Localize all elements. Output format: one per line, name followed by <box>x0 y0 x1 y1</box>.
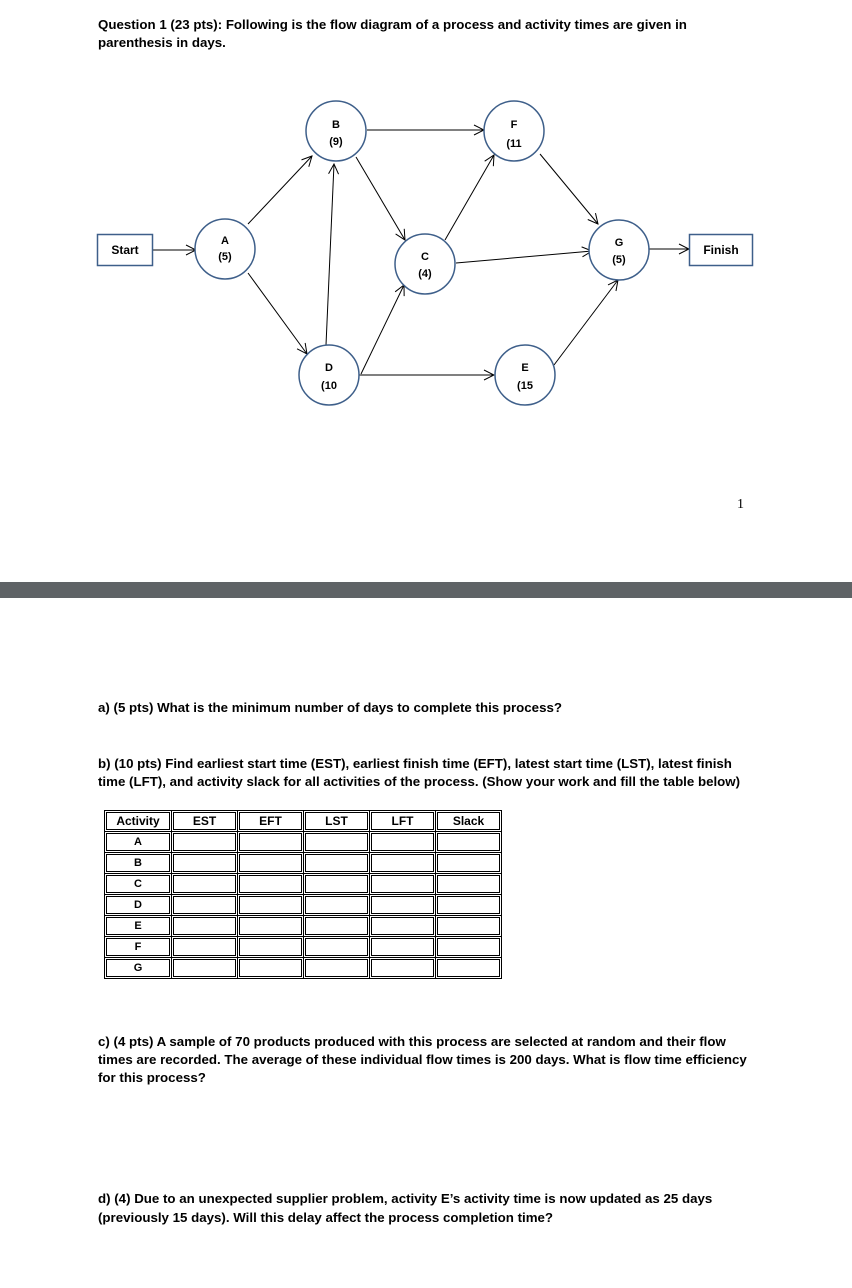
page-number: 1 <box>737 497 744 512</box>
table-row <box>105 958 502 979</box>
lst-cell[interactable] <box>304 853 370 874</box>
start-box <box>98 235 153 266</box>
slack-cell[interactable] <box>436 895 502 916</box>
node-a-name: A <box>221 235 229 247</box>
activity-table <box>104 810 502 979</box>
node-d-name: D <box>325 362 333 374</box>
table-row <box>105 832 502 853</box>
eft-cell[interactable] <box>238 853 304 874</box>
part-d-line-2: (previously 15 days). Will this delay affect the process completion time? <box>98 1210 554 1225</box>
part-b-line-1: b) (10 pts) Find earliest start time (EST), earliest finish time (EFT), latest start time (LST), latest finish <box>98 756 732 771</box>
question-title-line-1: Question 1 (23 pts): Following is the flow diagram of a process and activity times are given in <box>98 17 687 32</box>
lft-cell[interactable] <box>370 916 436 937</box>
node-c <box>395 234 455 294</box>
lst-cell[interactable] <box>304 958 370 979</box>
finish-label: Finish <box>703 243 739 257</box>
node-b-name: B <box>332 119 340 131</box>
node-c-name: C <box>421 251 429 263</box>
lft-cell[interactable] <box>370 832 436 853</box>
eft-cell[interactable] <box>238 958 304 979</box>
slack-cell[interactable] <box>436 874 502 895</box>
activity-cell: F <box>105 937 172 958</box>
node-e <box>495 345 555 405</box>
edge-f-g <box>540 154 598 224</box>
activity-cell: D <box>105 895 172 916</box>
node-f-name: F <box>510 119 518 131</box>
slack-cell[interactable] <box>436 937 502 958</box>
edge-c-g <box>456 251 592 263</box>
part-d-line-1: d) (4) Due to an unexpected supplier problem, activity E’s activity time is now updated as 25 days <box>98 1191 713 1206</box>
est-cell[interactable] <box>172 832 238 853</box>
edge-d-b <box>326 164 334 345</box>
lft-cell[interactable] <box>370 937 436 958</box>
table-row <box>105 874 502 895</box>
eft-cell[interactable] <box>238 937 304 958</box>
node-a <box>195 219 255 279</box>
lft-cell[interactable] <box>370 853 436 874</box>
est-cell[interactable] <box>172 916 238 937</box>
document-page-2 <box>0 598 852 1288</box>
flow-diagram <box>0 0 852 582</box>
header-lst: LST <box>304 811 370 832</box>
header-est: EST <box>172 811 238 832</box>
eft-cell[interactable] <box>238 895 304 916</box>
slack-cell[interactable] <box>436 853 502 874</box>
lst-cell[interactable] <box>304 874 370 895</box>
node-f <box>484 101 544 161</box>
est-cell[interactable] <box>172 874 238 895</box>
activity-cell: C <box>105 874 172 895</box>
node-g <box>589 220 649 280</box>
edge-c-f <box>445 155 494 240</box>
table-row <box>105 895 502 916</box>
eft-cell[interactable] <box>238 916 304 937</box>
lft-cell[interactable] <box>370 874 436 895</box>
est-cell[interactable] <box>172 937 238 958</box>
edge-e-g <box>554 280 618 365</box>
activity-cell: A <box>105 832 172 853</box>
part-c-line-2: times are recorded. The average of these individual flow times is 200 days. What is flow time efficiency <box>98 1052 747 1067</box>
finish-box <box>690 235 753 266</box>
slack-cell[interactable] <box>436 832 502 853</box>
lst-cell[interactable] <box>304 895 370 916</box>
activity-cell: E <box>105 916 172 937</box>
node-g-name: G <box>614 237 624 249</box>
node-e-time: (15 <box>517 380 533 392</box>
table-header-row <box>105 811 502 832</box>
header-slack: Slack <box>436 811 502 832</box>
part-c-line-3: for this process? <box>98 1070 206 1085</box>
lft-cell[interactable] <box>370 895 436 916</box>
lst-cell[interactable] <box>304 916 370 937</box>
table-row <box>105 937 502 958</box>
edge-a-b <box>248 156 312 224</box>
part-c-line-1: c) (4 pts) A sample of 70 products produced with this process are selected at random and their flow <box>98 1034 726 1049</box>
part-a-question: a) (5 pts) What is the minimum number of days to complete this process? <box>98 700 562 715</box>
node-g-time: (5) <box>612 254 626 266</box>
eft-cell[interactable] <box>238 874 304 895</box>
edge-a-d <box>248 273 307 354</box>
activity-cell: G <box>105 958 172 979</box>
node-a-time: (5) <box>218 251 232 263</box>
edge-d-c <box>361 285 404 374</box>
lft-cell[interactable] <box>370 958 436 979</box>
header-eft: EFT <box>238 811 304 832</box>
edge-b-c <box>356 157 405 240</box>
activity-cell: B <box>105 853 172 874</box>
node-b <box>306 101 366 161</box>
part-b-line-2: time (LFT), and activity slack for all activities of the process. (Show your work and fill the table below) <box>98 774 741 789</box>
table-row <box>105 916 502 937</box>
node-b-time: (9) <box>329 136 343 148</box>
est-cell[interactable] <box>172 853 238 874</box>
node-e-name: E <box>521 362 529 374</box>
slack-cell[interactable] <box>436 916 502 937</box>
est-cell[interactable] <box>172 958 238 979</box>
question-title-line-2: parenthesis in days. <box>98 35 226 50</box>
start-label: Start <box>111 243 139 257</box>
node-f-time: (11 <box>506 138 522 150</box>
node-d-time: (10 <box>321 380 337 392</box>
slack-cell[interactable] <box>436 958 502 979</box>
lst-cell[interactable] <box>304 832 370 853</box>
header-activity: Activity <box>105 811 172 832</box>
header-lft: LFT <box>370 811 436 832</box>
node-d <box>299 345 359 405</box>
node-c-time: (4) <box>418 268 432 280</box>
document-page-1 <box>0 0 852 582</box>
lst-cell[interactable] <box>304 937 370 958</box>
table-row <box>105 853 502 874</box>
eft-cell[interactable] <box>238 832 304 853</box>
est-cell[interactable] <box>172 895 238 916</box>
